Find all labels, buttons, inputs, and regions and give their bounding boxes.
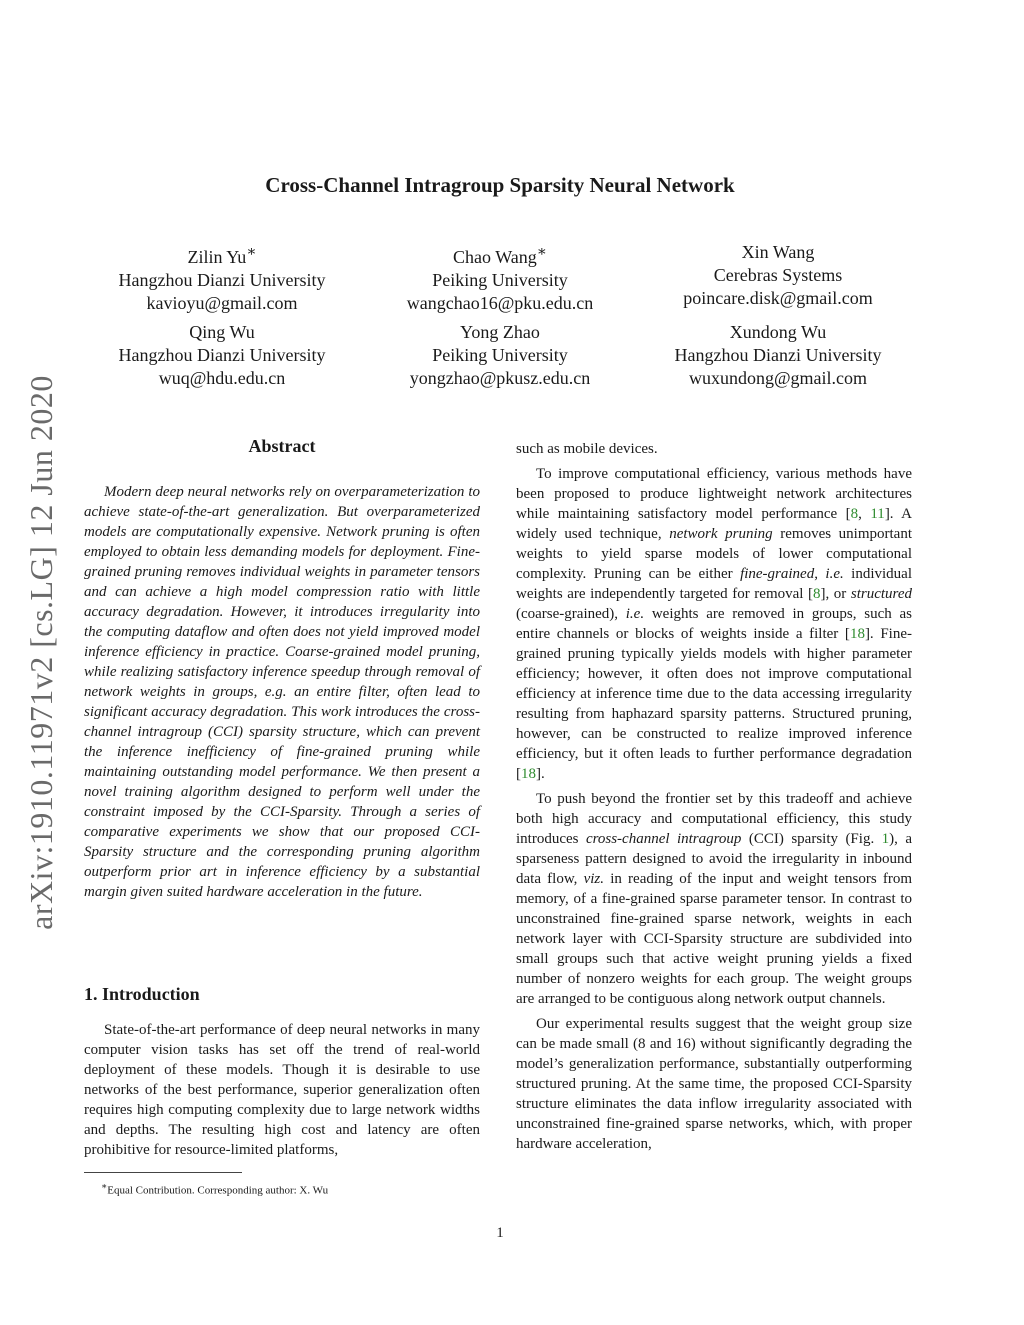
author-block bbox=[383, 241, 617, 315]
author-name: Chao Wang bbox=[453, 247, 537, 267]
author-block bbox=[661, 241, 895, 315]
footnote-text: Equal Contribution. Corresponding author: X. Wu bbox=[107, 1184, 329, 1197]
citation-link[interactable]: 8 bbox=[813, 586, 821, 602]
author-block bbox=[383, 321, 617, 390]
author-affiliation: Hangzhou Dianzi University bbox=[118, 345, 326, 365]
continued-paragraph: such as mobile devices. bbox=[516, 441, 658, 457]
arxiv-stamp bbox=[19, 362, 63, 942]
equal-contribution-mark: ∗ bbox=[536, 244, 547, 260]
figure-link[interactable]: 1 bbox=[881, 831, 890, 847]
author-email: wuxundong@gmail.com bbox=[688, 368, 868, 388]
citation-link[interactable]: 8 bbox=[850, 506, 859, 522]
footnote-mark: ∗ bbox=[101, 1181, 108, 1191]
section-heading: 1. Introduction bbox=[84, 984, 200, 1004]
intro-paragraph: Our experimental results suggest that the weight group size can be made small (8 and 16) without significantly degrading the model’s generalization performance, substantially outperforming structured pruning. At the same time, the proposed CCI-Sparsity structure eliminates the data inflow irregularity associated with unconstrained fine-grained sparse networks, which, with proper hardware acceleration, bbox=[516, 1016, 912, 1152]
footnote-rule bbox=[84, 1172, 242, 1173]
citation-link[interactable]: 11 bbox=[870, 506, 885, 522]
author-row-2 bbox=[0, 321, 1000, 390]
footnote bbox=[101, 1181, 328, 1197]
citation-link[interactable]: 18 bbox=[849, 626, 865, 642]
paper-title: Cross-Channel Intragroup Sparsity Neural Network bbox=[265, 173, 735, 197]
abstract-heading: Abstract bbox=[248, 436, 316, 456]
author-name: Xin Wang bbox=[741, 242, 815, 262]
intro-paragraph: To improve computational efficiency, various methods have been proposed to produce lightweight network architectures while maintaining satisfactory model performance [8, 11]. A widely used technique, network pruning removes unimportant weights to yield sparse models of lower computational complexity. Pruning can be either fine-grained, i.e. individual weights are independently targeted for removal [8], or structured (coarse-grained), i.e. weights are removed in groups, such as entire channels or blocks of weights inside a filter [18]. Fine-grained pruning typically yields models with higher parameter efficiency; however, it often does not improve computational efficiency at inference time due to the data accessing irregularity resulting from haphazard sparsity patterns. Structured pruning, however, can be constructed to realize improved inference efficiency, but it often leads to further performance degradation [18]. bbox=[516, 466, 913, 782]
arxiv-id: arXiv:1910.11971v2 [cs.LG] 12 Jun 2020 bbox=[22, 374, 59, 930]
author-email: wuq@hdu.edu.cn bbox=[158, 368, 286, 388]
intro-paragraph: State-of-the-art performance of deep neural networks in many computer vision tasks has set off the trend of real-world deployment of these models. Though it is desirable to use networks of the best performance, superior generalization often requires high computing complexity due to large network widths and depths. The resulting high cost and latency are often prohibitive for resource-limited platforms, bbox=[84, 1022, 480, 1158]
abstract-text: Modern deep neural networks rely on overparameterization to achieve state-of-the-art generalization. But overparameterized models are computationally expensive. Network pruning is often employed to obtain less demanding models for deployment. Fine-grained pruning removes individual weights in parameter tensors and can achieve a high model compression ratio with little accuracy degradation. However, it introduces irregularity into the computing dataflow and often does not yield improved model inference efficiency in practice. Coarse-grained model pruning, while realizing satisfactory inference speedup through removal of network weights in groups, e.g. an entire filter, often lead to significant accuracy degradation. This work introduces the cross-channel intragroup (CCI) sparsity structure, which can prevent the inference inefficiency of fine-grained pruning while maintaining outstanding model performance. We then present a novel training algorithm designed to perform well under the constraint imposed by the CCI-Sparsity. Through a series of comparative experiments we show that our proposed CCI-Sparsity structure and the corresponding pruning algorithm outperform prior art in inference efficiency by a substantial margin given suited hardware acceleration in the future. bbox=[84, 484, 480, 900]
author-name: Qing Wu bbox=[189, 322, 255, 342]
intro-paragraph: To push beyond the frontier set by this tradeoff and achieve both high accuracy and computational efficiency, this study introduces cross-channel intragroup (CCI) sparsity (Fig. 1), a sparseness pattern designed to avoid the irregularity in inbound data flow, viz. in reading of the input and weight tensors from memory, of a fine-grained sparse parameter tensor. In contrast to unconstrained fine-grained sparse network, weights in each network layer with CCI-Sparsity structure are subdivided into small groups such that active weight pruning yields a fixed number of nonzero weights for each group. The weight groups are arranged to be contiguous along network output channels. bbox=[516, 791, 913, 1007]
page-number: 1 bbox=[496, 1225, 504, 1241]
author-email: kavioyu@gmail.com bbox=[146, 293, 298, 313]
author-email: yongzhao@pkusz.edu.cn bbox=[409, 368, 591, 388]
author-name: Yong Zhao bbox=[460, 322, 540, 342]
right-column bbox=[516, 439, 912, 1154]
author-block bbox=[661, 321, 895, 390]
author-block bbox=[105, 321, 339, 390]
author-affiliation: Peiking University bbox=[432, 270, 568, 290]
author-row-1 bbox=[0, 241, 1000, 315]
author-affiliation: Peiking University bbox=[432, 345, 568, 365]
author-name: Xundong Wu bbox=[729, 322, 827, 342]
author-affiliation: Hangzhou Dianzi University bbox=[118, 270, 326, 290]
left-column bbox=[84, 436, 480, 902]
author-email: wangchao16@pku.edu.cn bbox=[406, 293, 594, 313]
author-email: poincare.disk@gmail.com bbox=[683, 288, 873, 308]
equal-contribution-mark: ∗ bbox=[246, 244, 257, 260]
author-name: Zilin Yu bbox=[187, 247, 247, 267]
citation-link[interactable]: 18 bbox=[521, 766, 536, 782]
author-affiliation: Hangzhou Dianzi University bbox=[674, 345, 882, 365]
author-block bbox=[105, 241, 339, 315]
author-affiliation: Cerebras Systems bbox=[713, 265, 843, 285]
introduction-section bbox=[84, 984, 480, 1160]
